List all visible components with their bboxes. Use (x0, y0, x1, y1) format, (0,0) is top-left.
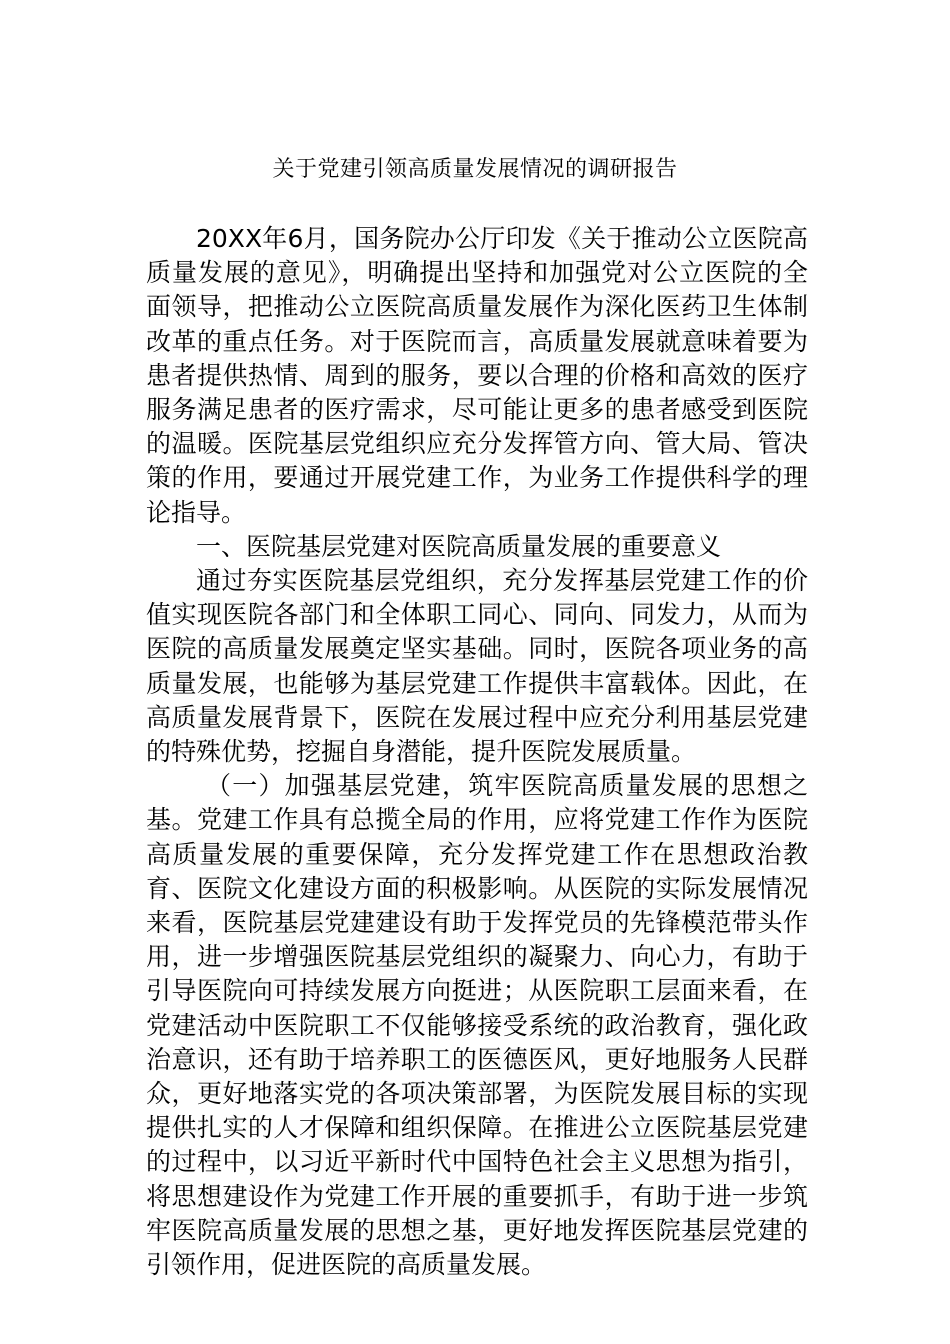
paragraph-subsection-1: （一）加强基层党建，筑牢医院高质量发展的思想之基。党建工作具有总揽全局的作用，应将党建工作作为医院高质量发展的重要保障，充分发挥党建工作在思想政治教育、医院文化建设方面的积极影响。从医院的实际发展情况来看，医院基层党建建设有助于发挥党员的先锋模范带头作用，进一步增强医院基层党组织的凝聚力、向心力，有助于引导医院向可持续发展方向挺进；从医院职工层面来看，在党建活动中医院职工不仅能够接受系统的政治教育，强化政治意识，还有助于培养职工的医德医风，更好地服务人民群众，更好地落实党的各项决策部署，为医院发展目标的实现提供扎实的人才保障和组织保障。在推进公立医院基层党建的过程中，以习近平新时代中国特色社会主义思想为指引，将思想建设作为党建工作开展的重要抓手，有助于进一步筑牢医院高质量发展的思想之基，更好地发挥医院基层党建的引领作用，促进医院的高质量发展。 (146, 771, 808, 1280)
paragraph-intro: 20XX年6月，国务院办公厅印发《关于推动公立医院高质量发展的意见》，明确提出坚持和加强党对公立医院的全面领导，把推动公立医院高质量发展作为深化医药卫生体制改革的重点任务。对于医院而言，高质量发展就意味着要为患者提供热情、周到的服务，要以合理的价格和高效的医疗服务满足患者的医疗需求，尽可能让更多的患者感受到医院的温暖。医院基层党组织应充分发挥管方向、管大局、管决策的作用，要通过开展党建工作，为业务工作提供科学的理论指导。 (146, 224, 808, 527)
document-title: 关于党建引领高质量发展情况的调研报告 (272, 157, 678, 182)
paragraph-section-1: 通过夯实医院基层党组织，充分发挥基层党建工作的价值实现医院各部门和全体职工同心、同向、同发力，从而为医院的高质量发展奠定坚实基础。同时，医院各项业务的高质量发展，也能够为基层党建工作提供丰富载体。因此，在高质量发展背景下，医院在发展过程中应充分利用基层党建的特殊优势，挖掘自身潜能，提升医院发展质量。 (146, 566, 808, 767)
document-body (146, 222, 808, 1282)
section-heading: 一、医院基层党建对医院高质量发展的重要意义 (196, 531, 722, 561)
